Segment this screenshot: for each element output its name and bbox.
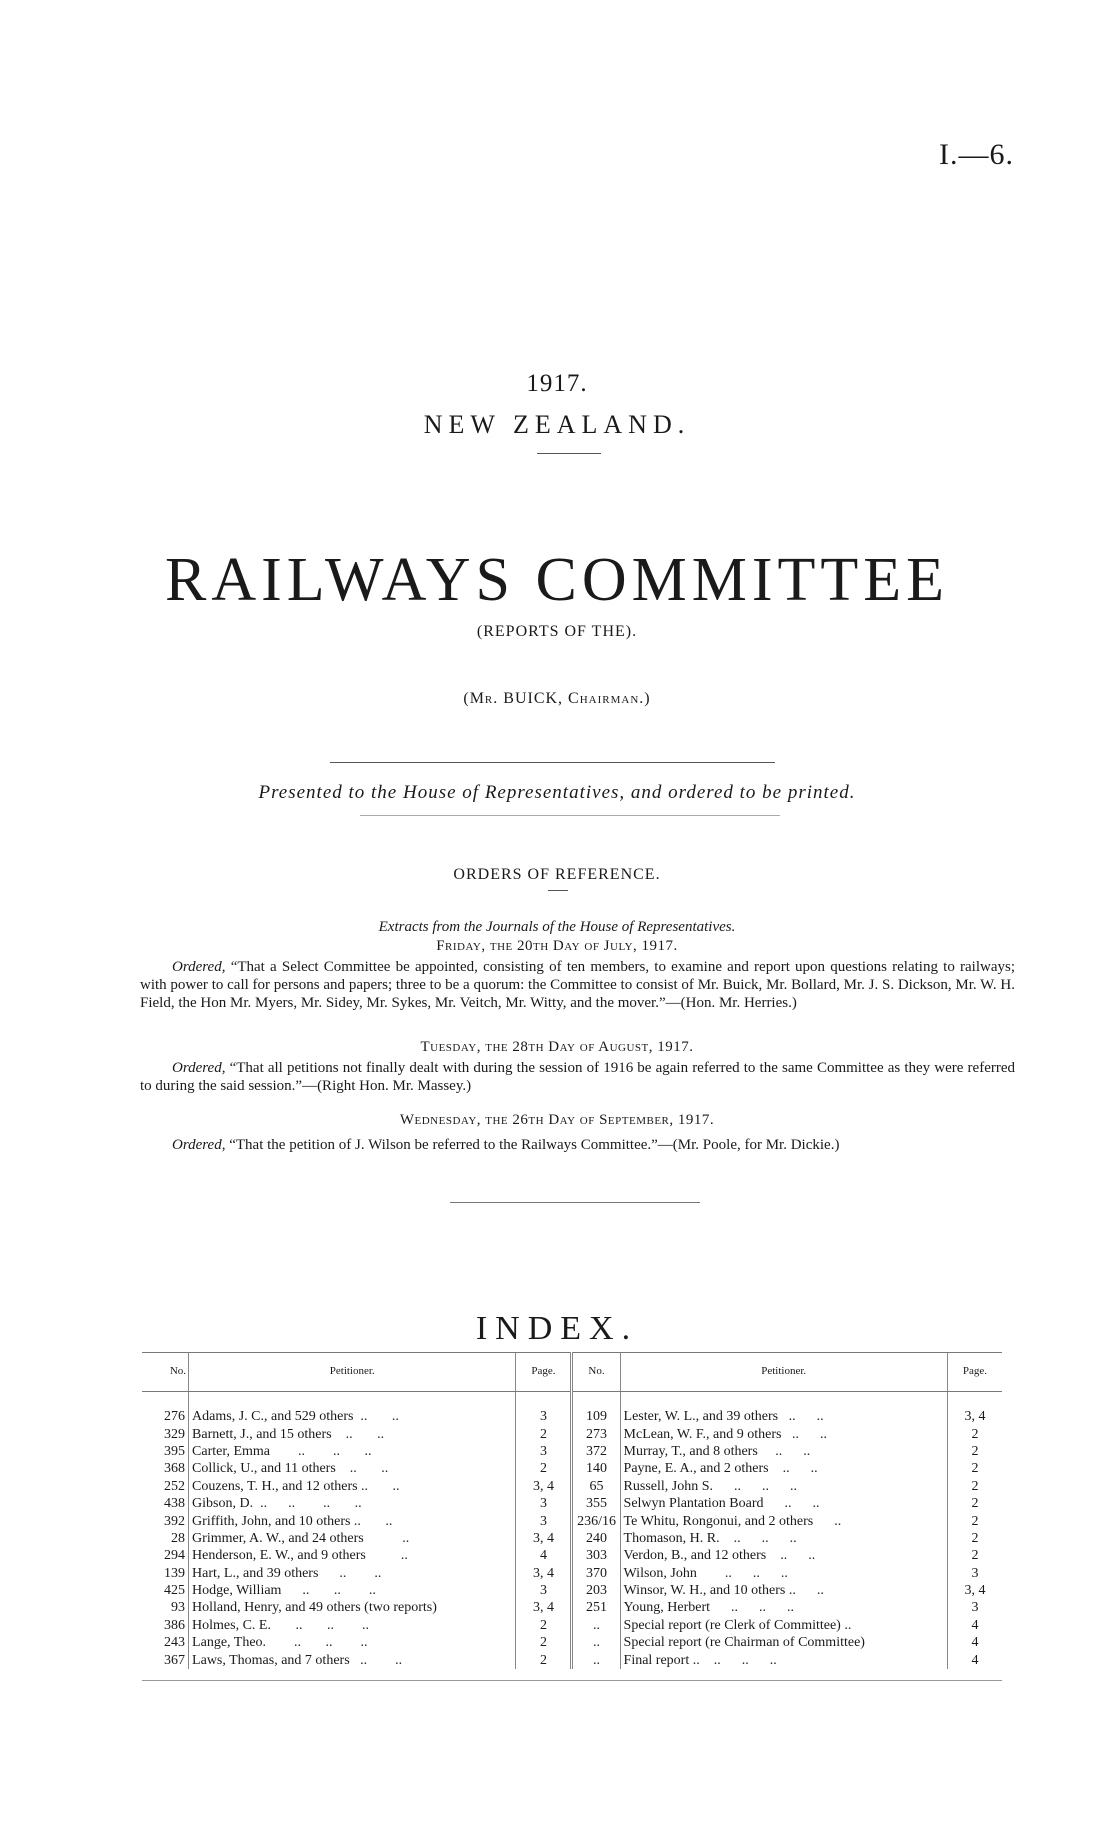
header-petitioner: Petitioner.: [189, 1353, 516, 1392]
header-page: Page.: [947, 1353, 1002, 1392]
country-heading: NEW ZEALAND.: [423, 410, 691, 439]
orders-heading: ORDERS OF REFERENCE.: [453, 866, 661, 883]
page-subtitle: (REPORTS OF THE).: [476, 623, 638, 640]
index-petitioner: Murray, T., and 8 others .. ..: [623, 1443, 811, 1459]
index-no: 251: [572, 1599, 620, 1616]
index-no: 139: [142, 1565, 189, 1582]
index-page: 2: [947, 1425, 1002, 1442]
table-row: [142, 1565, 1002, 1582]
index-page: 3: [947, 1599, 1002, 1616]
index-petitioner: Lester, W. L., and 39 others .. ..: [623, 1409, 824, 1425]
index-page: 4: [947, 1617, 1002, 1634]
index-no: 392: [142, 1512, 189, 1529]
order-date: Tuesday, the 28th Day of August, 1917.: [420, 1039, 694, 1055]
table-row: [142, 1582, 1002, 1599]
index-page: 2: [516, 1425, 572, 1442]
index-no: 368: [142, 1460, 189, 1477]
table-row: [142, 1547, 1002, 1564]
index-no: 303: [572, 1547, 620, 1564]
index-page: 2: [947, 1512, 1002, 1529]
index-no: ..: [572, 1634, 620, 1651]
table-row: [142, 1425, 1002, 1442]
index-page: 2: [947, 1495, 1002, 1512]
index-petitioner: Grimmer, A. W., and 24 others ..: [192, 1530, 410, 1546]
index-no: 294: [142, 1547, 189, 1564]
index-petitioner: Verdon, B., and 12 others .. ..: [623, 1548, 816, 1564]
index-no: 240: [572, 1530, 620, 1547]
table-row: [142, 1599, 1002, 1616]
header-no: No.: [572, 1353, 620, 1392]
index-petitioner: Young, Herbert .. .. ..: [623, 1600, 794, 1616]
index-petitioner: Russell, John S. .. .. ..: [623, 1478, 797, 1494]
table-row: [142, 1478, 1002, 1495]
table-row: [142, 1530, 1002, 1547]
index-page: 2: [947, 1530, 1002, 1547]
document-code: I.—6.: [939, 138, 1014, 171]
index-no: 203: [572, 1582, 620, 1599]
divider: [537, 453, 601, 454]
index-page: 3: [947, 1565, 1002, 1582]
index-no: 367: [142, 1651, 189, 1668]
table-row: [142, 1392, 1002, 1426]
header-petitioner: Petitioner.: [620, 1353, 947, 1392]
index-page: 3, 4: [516, 1599, 572, 1616]
index-no: 28: [142, 1530, 189, 1547]
divider: [142, 1680, 1002, 1681]
index-no: 252: [142, 1478, 189, 1495]
index-no: 93: [142, 1599, 189, 1616]
index-petitioner: Henderson, E. W., and 9 others ..: [192, 1548, 408, 1564]
divider: [360, 815, 780, 816]
table-row: [142, 1460, 1002, 1477]
table-row: [142, 1495, 1002, 1512]
table-row: [142, 1634, 1002, 1651]
ordered-label: Ordered,: [172, 959, 226, 975]
index-petitioner: Collick, U., and 11 others .. ..: [192, 1461, 389, 1477]
index-page: 4: [947, 1634, 1002, 1651]
order-paragraph: [140, 958, 1015, 1012]
index-petitioner: Payne, E. A., and 2 others .. ..: [623, 1461, 818, 1477]
index-petitioner: Lange, Theo. .. .. ..: [192, 1635, 368, 1651]
order-text: “That a Select Committee be appointed, consisting of ten members, to examine and report upon questions relating to railways; with power to call for persons and papers; three to be a quorum: the Committee to consist of Mr. Buick, Mr. Bollard, Mr. J. S. Dickson, Mr. W. H. Field, the Hon Mr. Myers, Mr. Sidey, Mr. Sykes, Mr. Veitch, Mr. Witty, and the mover.”—(Hon. Mr. Herries.): [140, 959, 1016, 1011]
index-body: [142, 1392, 1002, 1669]
order-text: “That all petitions not finally dealt with during the session of 1916 be again referred to the same Committee as they were referred to during the said session.”—(Right Hon. Mr. Massey.): [140, 1060, 1016, 1094]
index-petitioner: Laws, Thomas, and 7 others .. ..: [192, 1652, 403, 1668]
index-petitioner: Thomason, H. R. .. .. ..: [623, 1530, 797, 1546]
index-page: 4: [516, 1547, 572, 1564]
index-no: 395: [142, 1443, 189, 1460]
index-petitioner: Griffith, John, and 10 others .. ..: [192, 1513, 393, 1529]
index-petitioner: Carter, Emma .. .. ..: [192, 1443, 372, 1459]
index-petitioner: Couzens, T. H., and 12 others .. ..: [192, 1478, 400, 1494]
header-no: No.: [142, 1353, 189, 1392]
ordered-label: Ordered,: [172, 1060, 226, 1076]
index-petitioner: Winsor, W. H., and 10 others .. ..: [623, 1583, 824, 1599]
index-no: 370: [572, 1565, 620, 1582]
index-no: 355: [572, 1495, 620, 1512]
index-petitioner: Special report (re Chairman of Committee): [623, 1635, 865, 1651]
index-petitioner: McLean, W. F., and 9 others .. ..: [623, 1426, 827, 1442]
index-no: 438: [142, 1495, 189, 1512]
index-petitioner: Wilson, John .. .. ..: [623, 1565, 788, 1581]
index-page: 3: [516, 1582, 572, 1599]
index-page: 2: [947, 1478, 1002, 1495]
index-no: 109: [572, 1392, 620, 1426]
index-no: 425: [142, 1582, 189, 1599]
order-date: Wednesday, the 26th Day of September, 1917.: [399, 1112, 715, 1128]
index-no: ..: [572, 1651, 620, 1668]
order-date: Friday, the 20th Day of July, 1917.: [436, 938, 678, 954]
order-text: “That the petition of J. Wilson be referred to the Railways Committee.”—(Mr. Poole, for Mr. Dickie.): [229, 1137, 840, 1153]
index-no: 329: [142, 1425, 189, 1442]
extracts-line: Extracts from the Journals of the House of Representatives.: [378, 919, 736, 935]
index-page: 3: [516, 1443, 572, 1460]
document-year: 1917.: [526, 370, 588, 397]
index-page: 3: [516, 1495, 572, 1512]
index-page: 3: [516, 1392, 572, 1426]
index-page: 4: [947, 1651, 1002, 1668]
divider: [330, 762, 775, 763]
index-no: 65: [572, 1478, 620, 1495]
index-no: 386: [142, 1617, 189, 1634]
ordered-label: Ordered,: [172, 1137, 226, 1153]
index-petitioner: Barnett, J., and 15 others .. ..: [192, 1426, 385, 1442]
index-page: 3, 4: [516, 1530, 572, 1547]
index-petitioner: Selwyn Plantation Board .. ..: [623, 1496, 820, 1512]
index-no: 276: [142, 1392, 189, 1426]
index-petitioner: Gibson, D. .. .. .. ..: [192, 1496, 362, 1512]
index-page: 3, 4: [516, 1565, 572, 1582]
index-petitioner: Te Whitu, Rongonui, and 2 others ..: [623, 1513, 842, 1529]
index-page: 2: [516, 1617, 572, 1634]
index-petitioner: Adams, J. C., and 529 others .. ..: [192, 1409, 399, 1425]
index-no: 273: [572, 1425, 620, 1442]
index-no: 243: [142, 1634, 189, 1651]
index-page: 2: [516, 1651, 572, 1668]
chairman-line: (Mr. BUICK, Chairman.): [463, 690, 651, 707]
index-page: 2: [947, 1460, 1002, 1477]
table-row: [142, 1443, 1002, 1460]
index-petitioner: Holland, Henry, and 49 others (two reports): [192, 1600, 437, 1616]
table-row: [142, 1617, 1002, 1634]
order-paragraph: [140, 1059, 1015, 1095]
divider: [450, 1202, 700, 1203]
index-no: 140: [572, 1460, 620, 1477]
index-page: 2: [947, 1547, 1002, 1564]
order-paragraph: [140, 1136, 1015, 1154]
divider: [548, 890, 568, 891]
index-page: 3, 4: [516, 1478, 572, 1495]
page-title: RAILWAYS COMMITTEE: [164, 546, 950, 614]
index-petitioner: Holmes, C. E. .. .. ..: [192, 1617, 369, 1633]
index-no: 236/16: [572, 1512, 620, 1529]
index-page: 3, 4: [947, 1582, 1002, 1599]
index-petitioner: Hart, L., and 39 others .. ..: [192, 1565, 382, 1581]
index-page: 2: [516, 1634, 572, 1651]
index-no: 372: [572, 1443, 620, 1460]
index-page: 3, 4: [947, 1392, 1002, 1426]
index-page: 3: [516, 1512, 572, 1529]
index-table: [142, 1352, 1002, 1669]
index-page: 2: [516, 1460, 572, 1477]
table-row: [142, 1512, 1002, 1529]
index-petitioner: Hodge, William .. .. ..: [192, 1583, 376, 1599]
index-title: INDEX.: [475, 1310, 639, 1347]
index-petitioner: Final report .. .. .. ..: [623, 1652, 777, 1668]
index-no: ..: [572, 1617, 620, 1634]
index-page: 2: [947, 1443, 1002, 1460]
presented-line: Presented to the House of Representatives, and ordered to be printed.: [258, 782, 856, 803]
index-header-row: [142, 1353, 1002, 1392]
header-page: Page.: [516, 1353, 572, 1392]
index-petitioner: Special report (re Clerk of Committee) ..: [623, 1617, 852, 1633]
table-row: [142, 1651, 1002, 1668]
